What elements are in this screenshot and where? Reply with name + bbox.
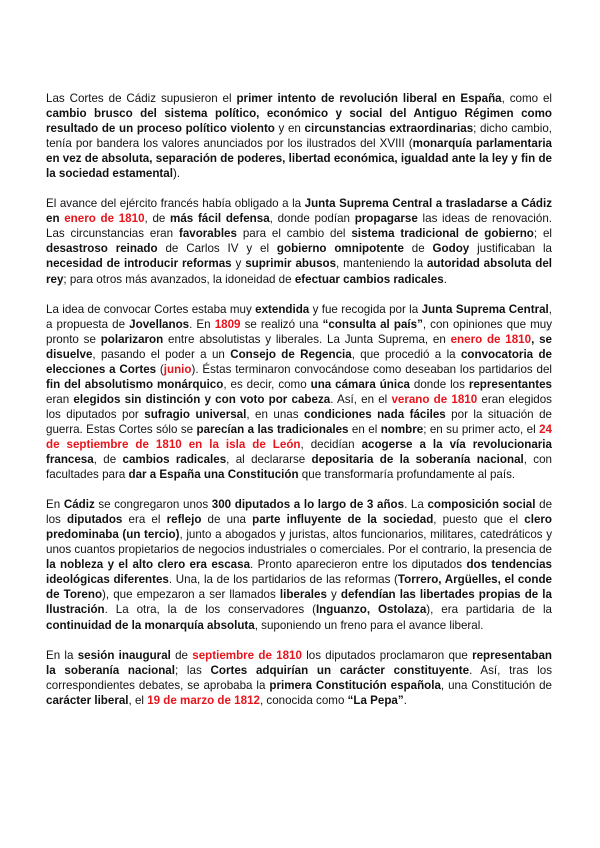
red-highlight-text: 19 de marzo de 1812 [147,693,260,707]
bold-text: liberales [279,588,327,602]
text-run: , donde podían [269,212,355,226]
text-run: de una [201,513,253,527]
text-run: , de [93,453,123,467]
text-run: y [231,257,246,271]
bold-text: parte influyente de la sociedad [252,513,434,527]
text-run: , junto a abogados y juristas, altos funcionarios, militares, catedráticos y unos cuantos propietarios de negocios industriales o comerciales. Por el contrario, la presencia de [46,528,552,557]
bold-text: dos tendencias ideológicas diferentes [46,558,552,587]
text-run: las ideas de renovación. Las circunstancias eran [46,212,552,241]
bold-text: cambios radicales [122,453,227,467]
bold-text: necesidad de introducir reformas [46,257,232,271]
red-highlight-text: 24 de septiembre de 1810 en la isla de León [46,422,552,451]
text-run: , con facultades para [46,453,552,482]
red-highlight-text: junio [163,362,192,376]
bold-text: Jovellanos [129,317,190,331]
bold-text: autoridad absoluta del rey [46,257,552,286]
text-run: de [403,242,433,256]
bold-text: gobierno omnipotente [276,242,404,256]
paragraph-1 [46,91,552,181]
bold-text: “consulta al país” [322,317,423,331]
text-run: ( [156,362,164,376]
text-run: . En [189,317,215,331]
bold-text: parecían a las tradicionales [196,422,349,436]
bold-text: nombre [380,422,424,436]
text-run: , manteniendo la [336,257,427,271]
bold-text: “La Pepa” [347,693,404,707]
bold-text: diputados [66,513,123,527]
bold-text: representaban la soberanía nacional [46,648,552,677]
red-highlight-text: enero de 1810 [450,332,532,346]
text-run: , como el [501,92,553,105]
text-run: , pasando el poder a un [92,347,231,361]
bold-text: Godoy [432,242,470,256]
document-body [46,91,552,723]
red-highlight-text: enero de 1810 [64,212,145,226]
text-run: ; las [174,663,211,677]
text-run: eran [46,392,74,406]
bold-text: 300 diputados a lo largo de 3 años [211,498,405,512]
text-run: La idea de convocar Cortes estaba muy [46,302,256,316]
text-run: . Una, la de los partidarios de las reformas ( [168,573,398,587]
bold-text: carácter liberal [46,693,129,707]
text-run: se congregaron unos [94,498,212,512]
text-run: , en unas [246,407,304,421]
text-run: . [403,693,407,707]
bold-text: depositaria de la soberanía nacional [311,453,524,467]
text-run: , de [144,212,171,226]
text-run: por la situación de guerra. Estas Cortes sólo se [46,407,552,436]
paragraph-4 [46,497,552,632]
text-run: ). [172,167,181,181]
text-run: , al declararse [226,453,312,467]
text-run: , que procedió a la [351,347,461,361]
text-run: que transformaría profundamente al país. [298,468,516,482]
bold-text: desastroso reinado [46,242,158,256]
text-run: , con opiniones que muy pronto se [46,317,553,346]
text-run: donde los [409,377,469,391]
text-run: era el [122,513,167,527]
bold-text: sesión inaugural [77,648,171,662]
text-run: de [170,648,193,662]
text-run: , decidían [300,437,362,451]
text-run: eran elegidos los diputados por [46,392,552,421]
bold-text: una cámara única [310,377,410,391]
text-run: , a propuesta de [46,302,552,331]
bold-text: reflejo [166,513,202,527]
text-run: y [326,588,341,602]
paragraph-5 [46,648,552,708]
bold-text: monarquía parlamentaria en vez de absoluta, separación de poderes, libertad económica, igualdad ante la ley y fin de la sociedad estamental [46,137,552,181]
bold-text: elegidos sin distinción y con voto por cabeza [73,392,331,406]
text-run: y fue recogida por la [309,302,422,316]
text-run: ; en su primer acto, el [423,422,540,436]
text-run: , es decir, como [223,377,311,391]
text-run: justificaban la [469,242,552,256]
bold-text: Cádiz [63,498,95,512]
text-run: ; el [533,227,552,241]
bold-text: favorables [178,227,237,241]
text-run: ). Éstas terminaron convocándose como deseaban los partidarios del [191,362,552,376]
bold-text: Junta Suprema Central [421,302,549,316]
bold-text: acogerse a la vía revolucionaria francesa [46,437,552,467]
bold-text: condiciones nada fáciles [304,407,446,421]
text-run: entre absolutistas y liberales. La Junta Suprema, en [163,332,451,346]
bold-text: sufragio universal [144,407,247,421]
paragraph-3 [46,302,552,483]
text-run: . La [404,498,428,512]
bold-text: primera Constitución española [269,678,441,692]
bold-text: dar a España una Constitución [128,468,299,482]
red-highlight-text: 1809 [214,317,241,331]
text-run: , puesto que el [433,513,525,527]
text-run: , suponiendo un freno para el avance liberal. [254,618,484,632]
text-run: de Carlos IV y el [157,242,277,256]
bold-text: Cortes adquirían un carácter constituyente [210,663,470,677]
bold-text: fin del absolutismo monárquico [46,377,224,391]
text-run: de los [46,498,553,527]
text-run: ), era partidaria de la [426,603,552,617]
bold-text: circunstancias extraordinarias [304,122,474,136]
bold-text: cambio brusco del sistema político, económico y social del Antiguo Régimen como resultado de un proceso político violento [46,107,552,136]
bold-text: representantes [468,377,552,391]
bold-text: primer intento de revolución liberal en España [236,92,502,105]
bold-text: Consejo de Regencia [230,347,352,361]
bold-text: clero predominaba (un tercio) [46,513,552,542]
text-run: . Así, en el [330,392,392,406]
text-run: en el [348,422,381,436]
text-run: ; para otros más avanzados, la idoneidad de [63,272,295,286]
text-run: . Así, tras los correspondientes debates, se aprobaba la [46,663,552,692]
bold-text: efectuar cambios radicales [294,272,444,286]
bold-text: defendían las libertades propias de la Ilustración [46,588,552,617]
text-run: En [46,498,64,512]
text-run: Las Cortes de Cádiz supusieron el [46,92,237,105]
red-highlight-text: verano de 1810 [391,392,478,406]
bold-text: composición social [427,498,536,512]
bold-text: extendida [255,302,310,316]
bold-text: suprimir abusos [245,257,337,271]
bold-text: convocatoria de elecciones a Cortes [46,347,552,376]
text-run: y en [274,122,305,136]
text-run: . Pronto aparecieron entre los diputados [250,558,467,572]
text-run: En la [46,648,78,662]
text-run: se realizó una [240,317,323,331]
bold-text: más fácil defensa [170,212,270,226]
bold-text: polarizaron [100,332,164,346]
bold-text: Torrero, Argüelles, el conde de Toreno [46,573,552,602]
text-run: ), que empezaron a ser llamados [102,588,280,602]
bold-text: , se disuelve [46,332,552,361]
text-run: ; dicho cambio, tenía por bandera los valores anunciados por los ilustrados del XVIII ( [46,122,552,151]
text-run: , una Constitución de [440,678,552,692]
text-run: . [443,272,447,286]
bold-text: sistema tradicional de gobierno [351,227,534,241]
bold-text: Inguanzo, Ostolaza [315,603,427,617]
bold-text: propagarse [354,212,418,226]
text-run: El avance del ejército francés había obligado a la [46,197,305,211]
text-run: los diputados proclamaron que [301,648,473,662]
red-highlight-text: septiembre de 1810 [192,648,302,662]
bold-text: Junta Suprema Central a trasladarse a Cádiz en [46,197,553,226]
bold-text: continuidad de la monarquía absoluta [46,618,255,632]
text-run: . La otra, la de los conservadores ( [104,603,316,617]
text-run: para el cambio del [236,227,352,241]
text-run: , conocida como [259,693,348,707]
bold-text: la nobleza y el alto clero era escasa [46,558,251,572]
paragraph-2 [46,196,552,286]
text-run: , el [128,693,148,707]
